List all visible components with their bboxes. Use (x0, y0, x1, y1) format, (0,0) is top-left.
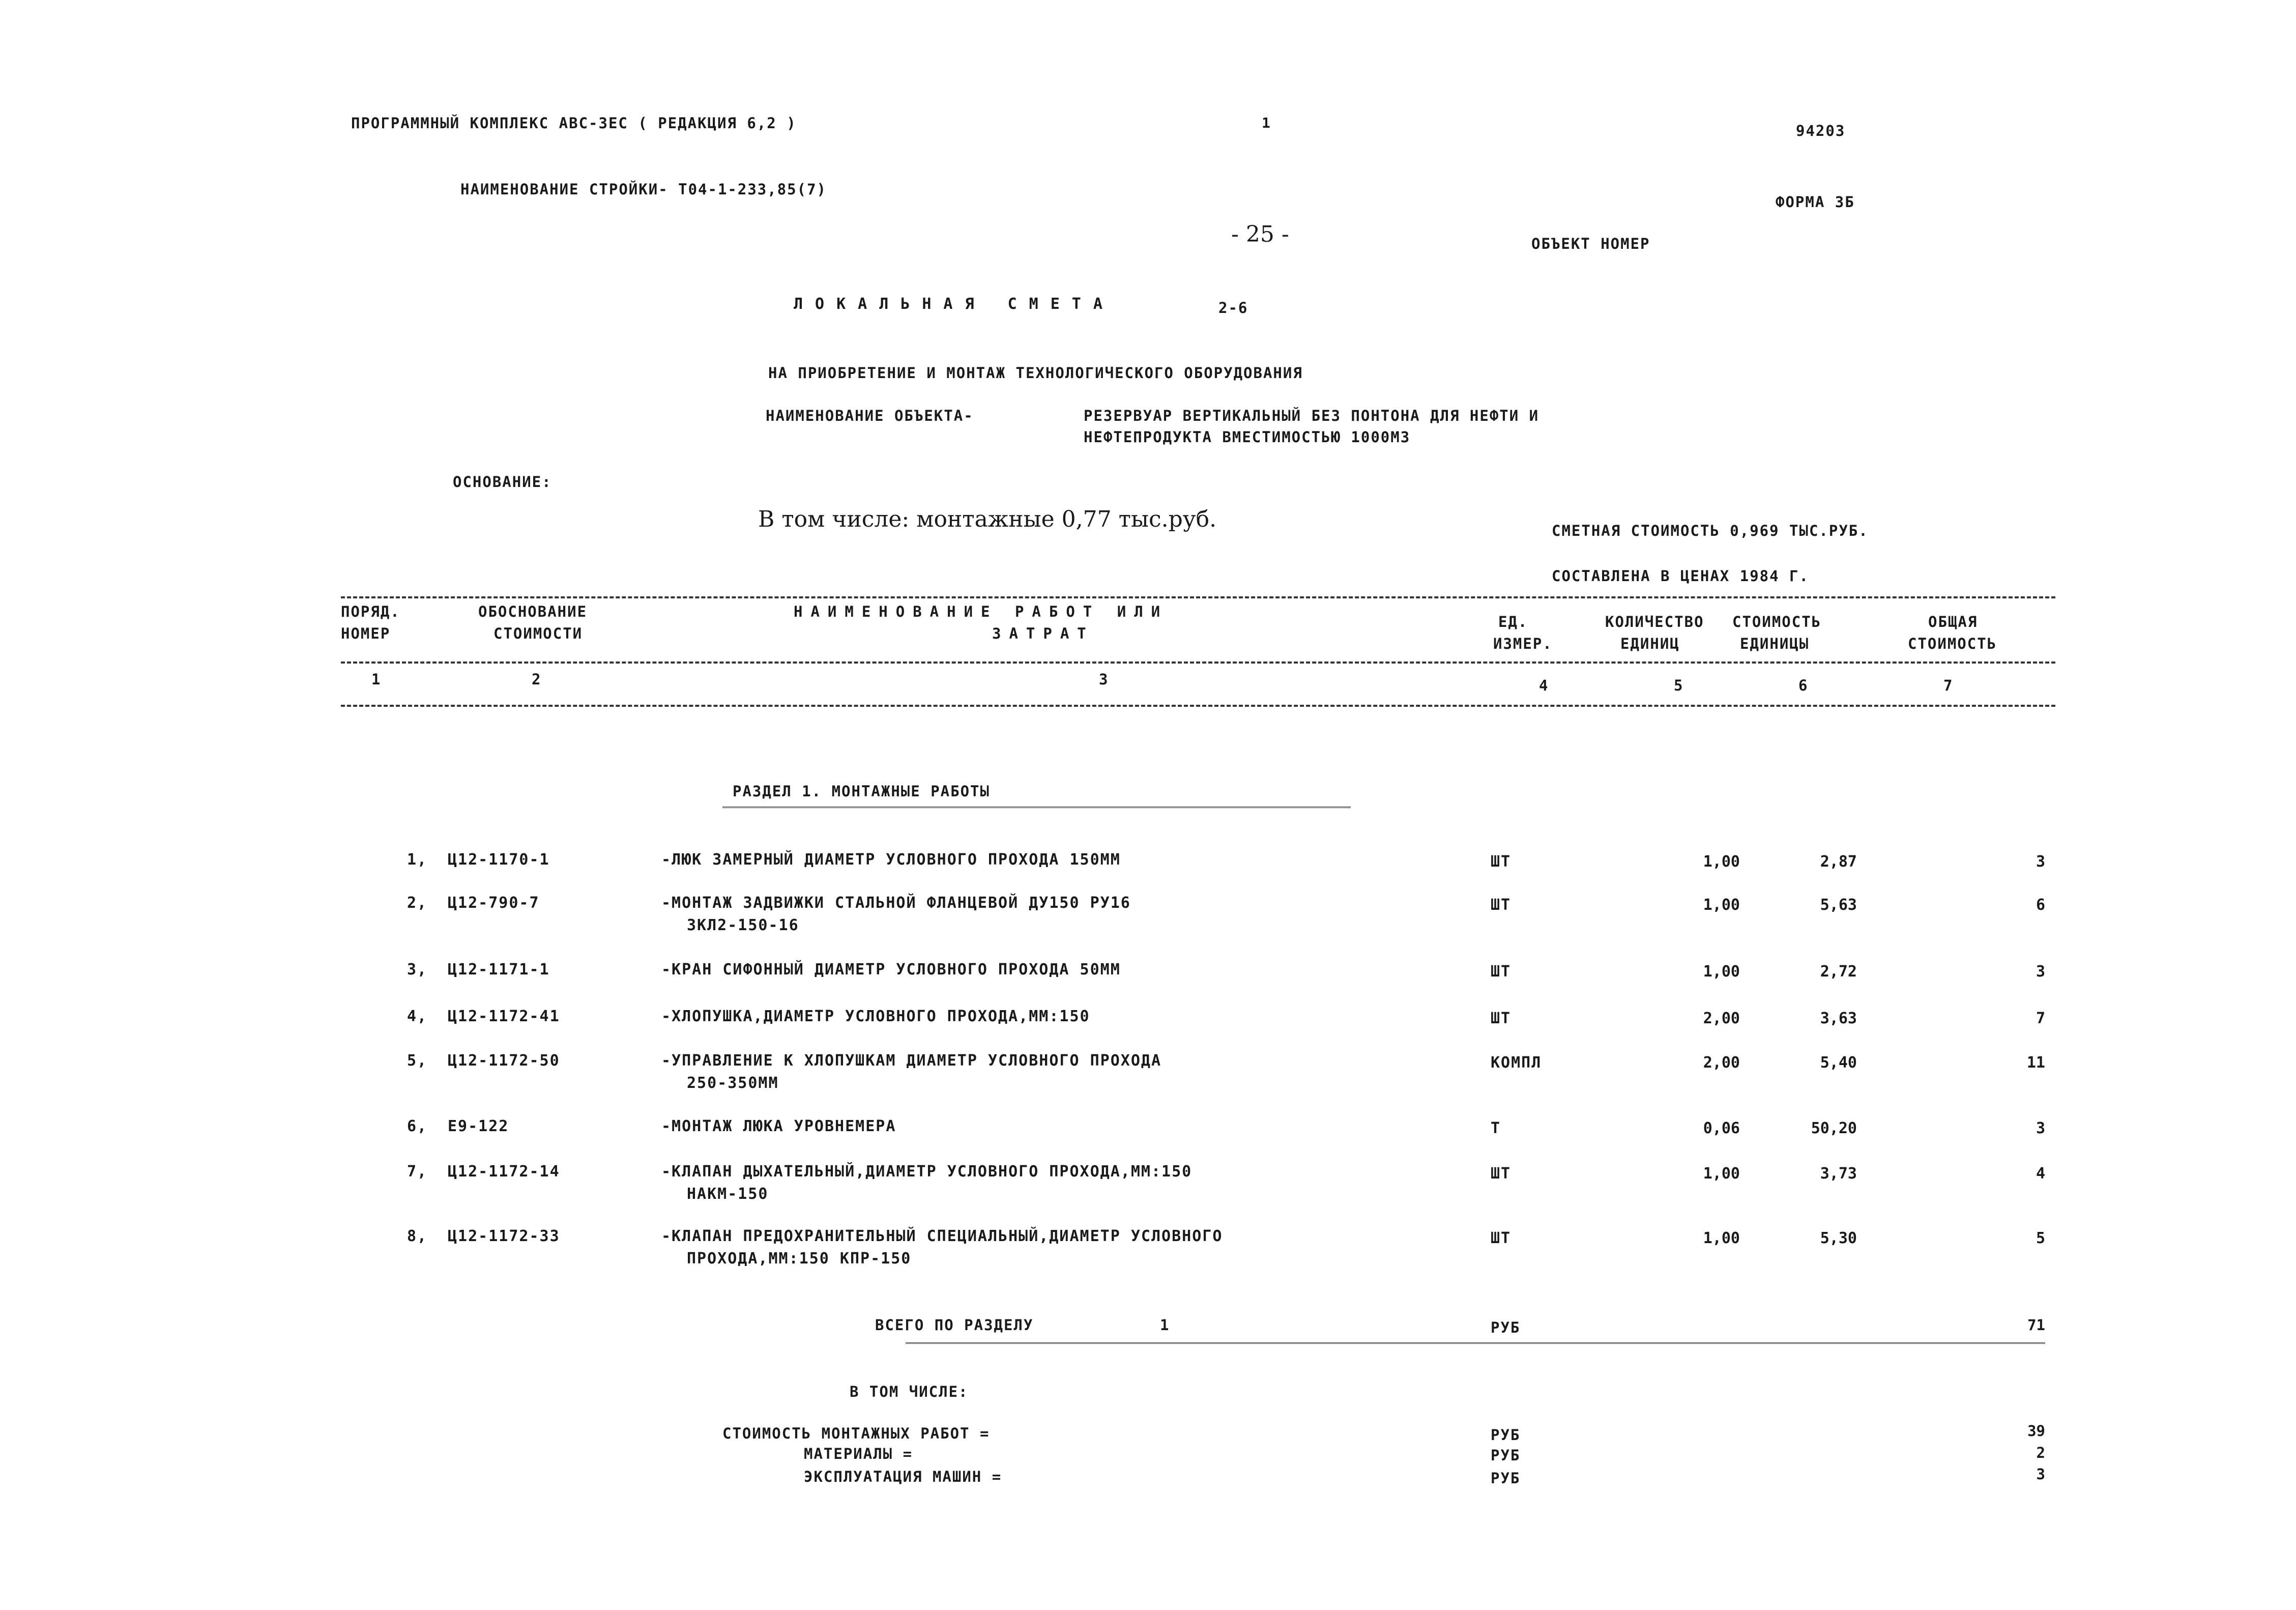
total-machines-label: ЭКСПЛУАТАЦИЯ МАШИН = (804, 1468, 1002, 1485)
row-unit-price: 3,73 (1820, 1165, 1857, 1183)
col-number-1: 1 (371, 671, 382, 688)
row-number: 6, (407, 1117, 428, 1135)
row-quantity: 1,00 (1703, 963, 1740, 981)
row-unit-price: 5,30 (1820, 1229, 1857, 1247)
section-total-value: 71 (2027, 1316, 2045, 1334)
row-name: -ХЛОПУШКА,ДИАМЕТР УСЛОВНОГО ПРОХОДА,ММ:150 (661, 1008, 1090, 1025)
row-total: 3 (2036, 853, 2045, 871)
row-number: 8, (407, 1227, 428, 1245)
row-code: Ц12-790-7 (448, 894, 540, 912)
row-code: Ц12-1172-14 (448, 1163, 560, 1181)
object-name-line2: НЕФТЕПРОДУКТА ВМЕСТИМОСТЬЮ 1000М3 (1084, 428, 1411, 446)
total-installation-unit: РУБ (1491, 1426, 1521, 1444)
total-machines-value: 3 (2036, 1465, 2045, 1483)
totals-underline (906, 1342, 2045, 1346)
col-header-7b: СТОИМОСТЬ (1908, 635, 1997, 652)
col-number-7: 7 (1943, 677, 1954, 694)
row-name-continued: 3КЛ2-150-16 (687, 916, 799, 934)
row-total: 11 (2026, 1054, 2045, 1072)
total-materials-unit: РУБ (1491, 1447, 1521, 1464)
row-code: Ц12-1172-41 (448, 1008, 560, 1025)
row-name: -КЛАПАН ДЫХАТЕЛЬНЫЙ,ДИАМЕТР УСЛОВНОГО ПРОХОДА,ММ:150 (661, 1163, 1193, 1181)
col-header-5b: ЕДИНИЦ (1620, 635, 1680, 652)
section-total-unit: РУБ (1491, 1319, 1521, 1336)
row-number: 4, (407, 1008, 428, 1025)
row-code: Ц12-1172-33 (448, 1227, 560, 1245)
row-total: 5 (2036, 1229, 2045, 1247)
row-unit-price: 2,72 (1820, 963, 1857, 981)
page-mark: 1 (1262, 114, 1271, 131)
row-name-continued: НАКМ-150 (687, 1185, 769, 1203)
document-title: ЛОКАЛЬНАЯ СМЕТА (794, 295, 1115, 313)
row-total: 3 (2036, 1119, 2045, 1137)
col-header-5a: КОЛИЧЕСТВО (1605, 613, 1704, 630)
section-total-number: 1 (1160, 1316, 1170, 1334)
col-header-4a: ЕД. (1498, 613, 1528, 630)
row-total: 4 (2036, 1165, 2045, 1183)
estimate-number: 2-6 (1218, 299, 1248, 317)
document-number: 94203 (1796, 122, 1846, 139)
row-name-continued: ПРОХОДА,ММ:150 КПР-150 (687, 1250, 912, 1268)
row-unit: КОМПЛ (1491, 1054, 1542, 1072)
row-quantity: 1,00 (1703, 1165, 1740, 1183)
col-header-2b: СТОИМОСТИ (493, 625, 583, 642)
object-number-label: ОБЪЕКТ НОМЕР (1531, 235, 1650, 252)
table-rule-bottom (341, 705, 2055, 707)
row-unit: ШТ (1491, 963, 1512, 981)
construction-name: НАИМЕНОВАНИЕ СТРОЙКИ- Т04-1-233,85(7) (460, 181, 827, 198)
program-header: ПРОГРАММНЫЙ КОМПЛЕКС АВС-3ЕС ( РЕДАКЦИЯ 6,2 ) (351, 114, 797, 132)
row-quantity: 1,00 (1703, 1229, 1740, 1247)
prices-year: СОСТАВЛЕНА В ЦЕНАХ 1984 Г. (1552, 567, 1809, 585)
page-number: - 25 - (1231, 221, 1289, 247)
basis-label: ОСНОВАНИЕ: (453, 473, 552, 491)
row-unit-price: 5,40 (1820, 1054, 1857, 1072)
row-unit: Т (1491, 1119, 1501, 1137)
col-header-6b: ЕДИНИЦЫ (1740, 635, 1810, 652)
row-name: -ЛЮК ЗАМЕРНЫЙ ДИАМЕТР УСЛОВНОГО ПРОХОДА 150ММ (661, 851, 1121, 869)
row-name: -МОНТАЖ ЛЮКА УРОВНЕМЕРА (661, 1117, 896, 1135)
form-label: ФОРМА 3Б (1776, 193, 1855, 211)
col-header-3b: ЗАТРАТ (992, 625, 1094, 642)
row-name-continued: 250-350ММ (687, 1074, 779, 1092)
row-name: -МОНТАЖ ЗАДВИЖКИ СТАЛЬНОЙ ФЛАНЦЕВОЙ ДУ150 РУ16 (661, 894, 1131, 912)
row-number: 2, (407, 894, 428, 912)
row-code: Ц12-1170-1 (448, 851, 550, 869)
col-header-6a: СТОИМОСТЬ (1732, 613, 1822, 630)
row-unit-price: 3,63 (1820, 1010, 1857, 1027)
object-name-line1: РЕЗЕРВУАР ВЕРТИКАЛЬНЫЙ БЕЗ ПОНТОНА ДЛЯ НЕФТИ И (1084, 407, 1539, 424)
col-number-3: 3 (1099, 671, 1109, 688)
row-unit: ШТ (1491, 1229, 1512, 1247)
row-quantity: 1,00 (1703, 853, 1740, 871)
total-materials-value: 2 (2036, 1444, 2045, 1461)
table-rule-mid (341, 662, 2055, 664)
section-total-label: ВСЕГО ПО РАЗДЕЛУ (875, 1316, 1034, 1334)
row-total: 7 (2036, 1010, 2045, 1027)
row-unit: ШТ (1491, 1165, 1512, 1183)
row-quantity: 1,00 (1703, 896, 1740, 914)
object-name-label: НАИМЕНОВАНИЕ ОБЪЕКТА- (766, 407, 974, 424)
row-unit: ШТ (1491, 1010, 1512, 1027)
row-unit: ШТ (1491, 853, 1512, 871)
col-number-5: 5 (1674, 677, 1684, 694)
row-unit-price: 50,20 (1811, 1119, 1857, 1137)
total-materials-label: МАТЕРИАЛЫ = (804, 1445, 913, 1462)
col-header-7a: ОБЩАЯ (1928, 613, 1978, 630)
handwritten-installation-cost: В том числе: монтажные 0,77 тыс.руб. (758, 506, 1217, 532)
col-number-2: 2 (532, 671, 542, 688)
estimate-purpose: НА ПРИОБРЕТЕНИЕ И МОНТАЖ ТЕХНОЛОГИЧЕСКОГО ОБОРУДОВАНИЯ (768, 364, 1303, 382)
section-underline (722, 807, 1351, 810)
row-code: Ц12-1172-50 (448, 1052, 560, 1070)
col-header-3a: НАИМЕНОВАНИЕ РАБОТ ИЛИ (794, 603, 1169, 620)
row-name: -УПРАВЛЕНИЕ К ХЛОПУШКАМ ДИАМЕТР УСЛОВНОГО ПРОХОДА (661, 1052, 1162, 1070)
row-total: 3 (2036, 963, 2045, 981)
row-unit: ШТ (1491, 896, 1512, 914)
total-machines-unit: РУБ (1491, 1470, 1521, 1487)
row-number: 7, (407, 1163, 428, 1181)
row-quantity: 2,00 (1703, 1054, 1740, 1072)
row-quantity: 2,00 (1703, 1010, 1740, 1027)
total-installation-label: СТОИМОСТЬ МОНТАЖНЫХ РАБОТ = (722, 1425, 990, 1442)
row-unit-price: 5,63 (1820, 896, 1857, 914)
row-code: Ц12-1171-1 (448, 961, 550, 979)
row-quantity: 0,06 (1703, 1119, 1740, 1137)
row-unit-price: 2,87 (1820, 853, 1857, 871)
row-name: -КРАН СИФОННЫЙ ДИАМЕТР УСЛОВНОГО ПРОХОДА 50ММ (661, 961, 1121, 979)
estimated-cost: СМЕТНАЯ СТОИМОСТЬ 0,969 ТЫС.РУБ. (1552, 522, 1869, 539)
table-rule-top (341, 596, 2055, 598)
col-number-4: 4 (1539, 677, 1549, 694)
row-code: Е9-122 (448, 1117, 509, 1135)
col-header-1a: ПОРЯД. (341, 603, 400, 620)
col-number-6: 6 (1798, 677, 1809, 694)
row-number: 3, (407, 961, 428, 979)
total-installation-value: 39 (2027, 1422, 2045, 1440)
including-label: В ТОМ ЧИСЛЕ: (850, 1383, 969, 1400)
row-name: -КЛАПАН ПРЕДОХРАНИТЕЛЬНЫЙ СПЕЦИАЛЬНЫЙ,ДИАМЕТР УСЛОВНОГО (661, 1227, 1223, 1245)
col-header-4b: ИЗМЕР. (1493, 635, 1553, 652)
row-total: 6 (2036, 896, 2045, 914)
col-header-2a: ОБОСНОВАНИЕ (478, 603, 588, 620)
row-number: 5, (407, 1052, 428, 1070)
section-title: РАЗДЕЛ 1. МОНТАЖНЫЕ РАБОТЫ (733, 783, 990, 800)
row-number: 1, (407, 851, 428, 869)
col-header-1b: НОМЕР (341, 625, 391, 642)
